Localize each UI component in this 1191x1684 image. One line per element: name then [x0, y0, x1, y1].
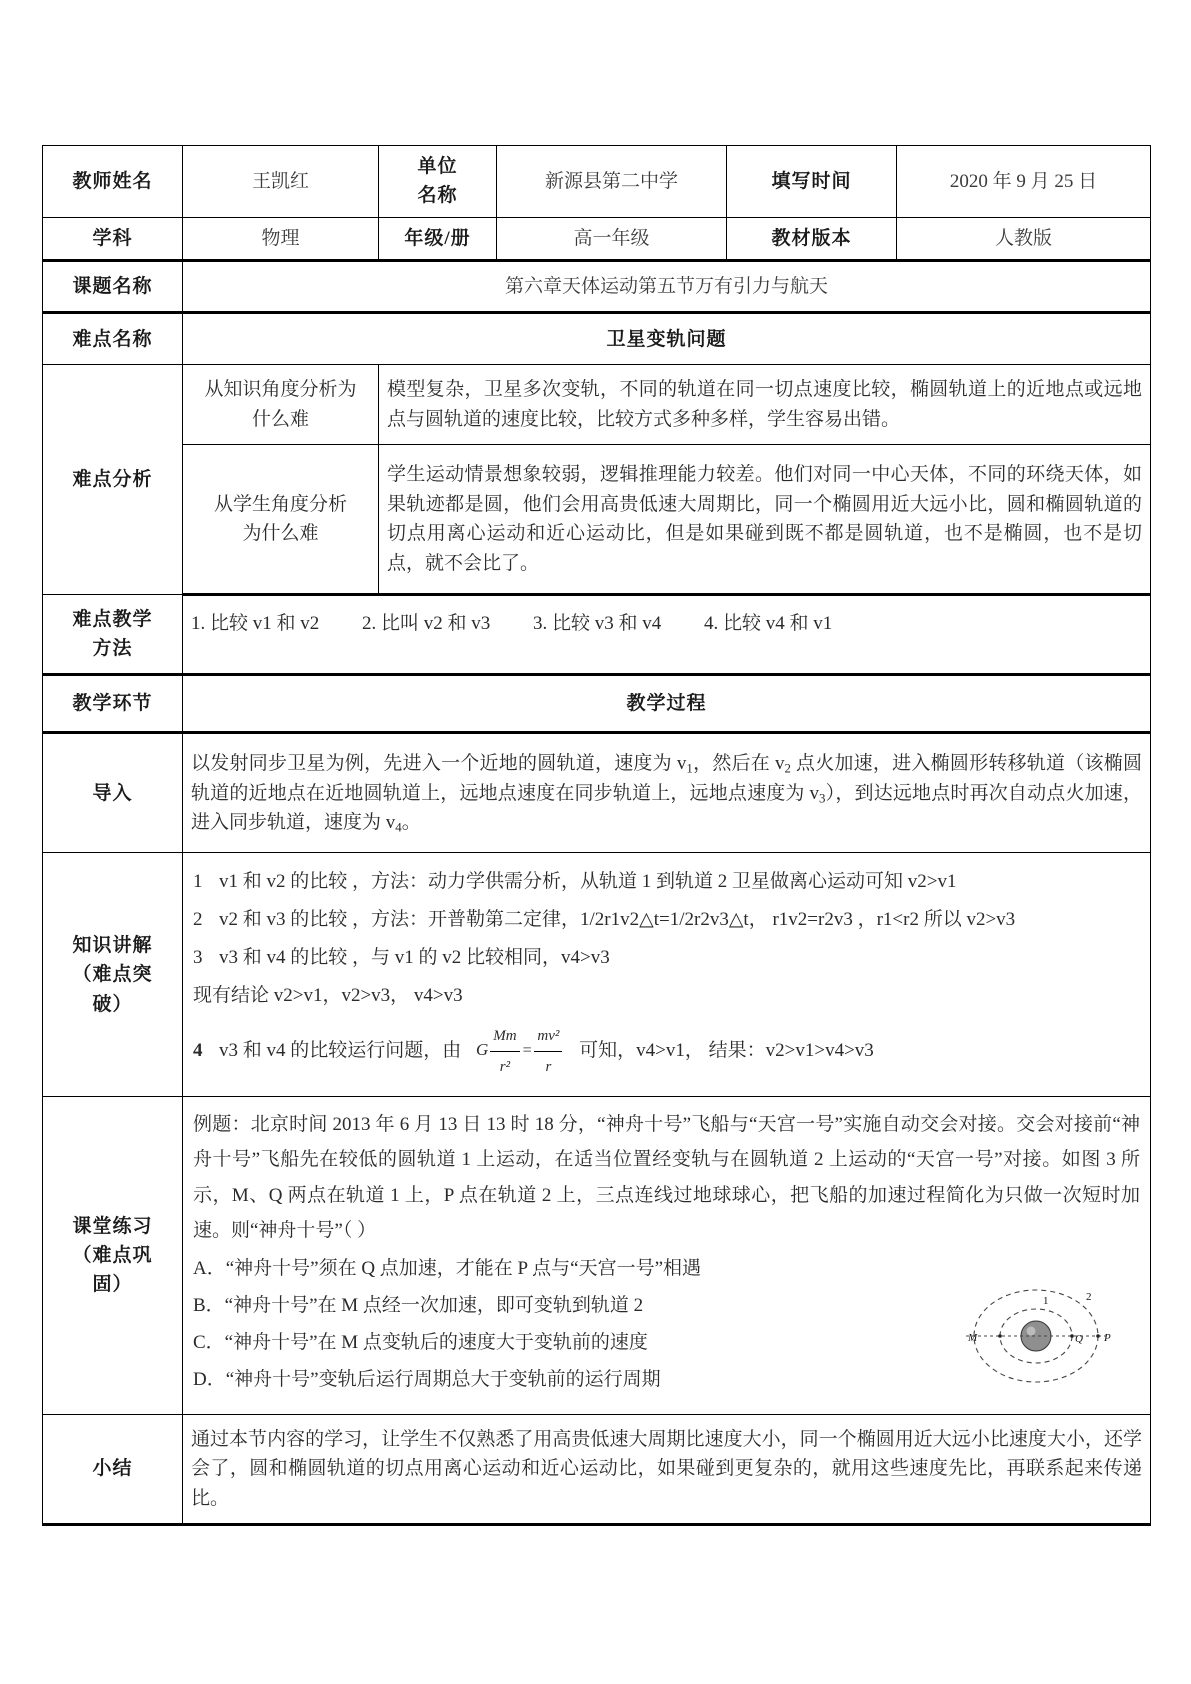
formula-denominator-right: r [545, 1059, 552, 1076]
value-grade: 高一年级 [497, 217, 727, 260]
intro-sub-3: 3 [819, 790, 826, 806]
intro-text-seg: ，然后在 v [692, 752, 785, 774]
label-knowledge-explanation [43, 853, 183, 1097]
content-knowledge-explanation [183, 853, 1151, 1097]
formula-fraction-left [490, 1021, 519, 1082]
content-classroom-practice [183, 1097, 1151, 1415]
list-item: 2. 比叫 v2 和 v3 [362, 613, 491, 635]
value-fill-date: 2020 年 9 月 25 日 [897, 146, 1151, 218]
label-unit-name-line1: 单位 [417, 156, 458, 177]
list-teaching-methods [183, 595, 1151, 675]
knowledge-index-2: 2 [193, 909, 203, 931]
label-practice-line1: 课堂练习 [72, 1215, 153, 1237]
text-summary: 通过本节内容的学习，让学生不仅熟悉了用高贵低速大周期比速度大小，同一个椭圆用近大远小比速度大小，还学会了，圆和椭圆轨道的切点用离心运动和近心运动比，如果碰到更复杂的，就用这些速度先比，再联系起来传递比。 [183, 1415, 1151, 1525]
table-row-summary [43, 1415, 1151, 1525]
table-row-process-header [43, 675, 1151, 733]
point-q-marker [1070, 1334, 1074, 1338]
formula-numerator-right: mv² [534, 1021, 562, 1052]
knowledge-text-1: v1 和 v2 的比较 ，方法：动力学供需分析，从轨道 1 到轨道 2 卫星做离心运动可知 v2>v1 [219, 871, 957, 893]
knowledge-index-1: 1 [193, 871, 203, 893]
label-practice-line3: 固） [92, 1274, 133, 1296]
value-topic-name: 第六章天体运动第五节万有引力与航天 [183, 261, 1151, 313]
table-row-analysis-student [43, 445, 1151, 595]
label-classroom-practice [43, 1097, 183, 1415]
value-teaching-process: 教学过程 [183, 675, 1151, 733]
label-knowledge-line3: 破） [92, 993, 133, 1015]
knowledge-line-1 [193, 863, 1140, 901]
lesson-plan-table [42, 145, 1151, 1526]
intro-text-seg: 。 [401, 812, 421, 834]
table-row-topic [43, 261, 1151, 313]
earth-highlight [1027, 1327, 1036, 1336]
value-subject: 物理 [183, 217, 379, 260]
value-difficulty-name: 卫星变轨问题 [183, 313, 1151, 365]
practice-choice-d: D．“神舟十号”变轨后运行周期总大于变轨前的运行周期 [193, 1369, 661, 1391]
value-unit-name: 新源县第二中学 [497, 146, 727, 218]
practice-body [193, 1107, 1140, 1398]
knowledge-line-3 [193, 939, 1140, 977]
label-orbit-2: 2 [1086, 1291, 1092, 1304]
label-teaching-method-line1: 难点教学 [72, 608, 153, 630]
knowledge-index-5: 4 [193, 1040, 203, 1062]
knowledge-text-5-post: 可知，v4>v1， 结果：v2>v1>v4>v3 [579, 1040, 874, 1062]
orbit-diagram [936, 1276, 1136, 1396]
text-analysis-knowledge: 模型复杂，卫星多次变轨，不同的轨道在同一切点速度比较，椭圆轨道上的近地点或远地点与圆轨道的速度比较，比较方式多种多样，学生容易出错。 [379, 365, 1151, 445]
label-point-p: P [1104, 1332, 1111, 1345]
practice-choice-b: B．“神舟十号”在 M 点经一次加速，即可变轨到轨道 2 [193, 1294, 644, 1316]
formula-G: G [476, 1040, 489, 1060]
label-difficulty-name: 难点名称 [43, 313, 183, 365]
list-item: 3. 比较 v3 和 v4 [533, 613, 662, 635]
label-analysis-student-line1: 从学生角度分析 [213, 493, 347, 515]
knowledge-text-5-pre: v3 和 v4 的比较运行问题，由 [219, 1040, 462, 1062]
intro-text-seg: ），到达远地点时再次自动点火加速，进入同步轨道，速度为 v [191, 782, 1142, 834]
text-introduction [183, 733, 1151, 853]
knowledge-text-4: 现有结论 v2>v1，v2>v3， v4>v3 [193, 985, 463, 1007]
table-row-teacher [43, 146, 1151, 218]
label-fill-date: 填写时间 [727, 146, 897, 218]
intro-sub-1: 1 [686, 760, 693, 776]
label-topic-name: 课题名称 [43, 261, 183, 313]
label-point-m: M [968, 1332, 978, 1345]
label-orbit-1: 1 [1043, 1295, 1049, 1308]
practice-choice-c: C．“神舟十号”在 M 点变轨后的速度大于变轨前的速度 [193, 1331, 648, 1353]
intro-text-seg: 点火加速，进入椭圆形转移轨道（该椭圆轨道的近地点在近地圆轨道上，远地点速度在同步轨道上，远地点速度为 v [191, 752, 1142, 804]
list-item: 4. 比较 v4 和 v1 [704, 613, 833, 635]
label-summary: 小结 [43, 1415, 183, 1525]
list-item: 1. 比较 v1 和 v2 [191, 613, 320, 635]
formula-equals: = [521, 1042, 533, 1060]
formula-numerator-left: Mm [490, 1021, 519, 1052]
formula-fraction-right [534, 1021, 562, 1082]
table-row-method [43, 595, 1151, 675]
label-practice-line2: （难点巩 [72, 1244, 153, 1266]
label-analysis-student-line2: 为什么难 [242, 523, 319, 545]
orbit-diagram-svg [936, 1276, 1136, 1396]
value-textbook-version: 人教版 [897, 217, 1151, 260]
value-teacher-name: 王凯红 [183, 146, 379, 218]
label-teaching-phase: 教学环节 [43, 675, 183, 733]
intro-sub-4: 4 [395, 819, 402, 835]
label-teaching-method [43, 595, 183, 675]
label-subject: 学科 [43, 217, 183, 260]
label-grade: 年级/册 [379, 217, 497, 260]
table-row-knowledge [43, 853, 1151, 1097]
text-analysis-student: 学生运动情景想象较弱，逻辑推理能力较差。他们对同一中心天体，不同的环绕天体，如果轨迹都是圆，他们会用高贵低速大周期比，同一个椭圆用近大远小比，圆和椭圆轨道的切点用离心运动和近心运动比，但是如果碰到既不都是圆轨道，也不是椭圆，也不是切点，就不会比了。 [379, 445, 1151, 595]
practice-choice-a: A．“神舟十号”须在 Q 点加速，才能在 P 点与“天宫一号”相遇 [193, 1257, 702, 1279]
table-row-subject [43, 217, 1151, 260]
gravity-formula [476, 1021, 564, 1082]
table-row-introduction [43, 733, 1151, 853]
label-difficulty-analysis: 难点分析 [43, 365, 183, 595]
label-point-q: Q [1075, 1333, 1083, 1346]
label-unit-name [379, 146, 497, 218]
table-row-practice [43, 1097, 1151, 1415]
label-analysis-knowledge-line1: 从知识角度分析为 [204, 379, 357, 401]
label-introduction: 导入 [43, 733, 183, 853]
lesson-plan-sheet [42, 145, 1150, 1526]
knowledge-text-2: v2 和 v3 的比较 ，方法：开普勒第二定律，1/2r1v2△t=1/2r2v3△t， r1v2=r2v3 ，r1<r2 所以 v2>v3 [219, 909, 1016, 931]
knowledge-line-4 [193, 977, 1140, 1015]
label-teacher-name: 教师姓名 [43, 146, 183, 218]
point-m-marker [998, 1334, 1002, 1338]
knowledge-line-5 [193, 1021, 1140, 1082]
label-unit-name-line2: 名称 [417, 185, 458, 207]
knowledge-line-2 [193, 901, 1140, 939]
point-p-marker [1096, 1334, 1100, 1338]
label-teaching-method-line2: 方法 [92, 638, 133, 660]
label-analysis-knowledge-line2: 什么难 [251, 408, 309, 430]
table-row-analysis-knowledge [43, 365, 1151, 445]
intro-text-seg: 以发射同步卫星为例，先进入一个近地的圆轨道，速度为 v [191, 752, 687, 774]
intro-sub-2: 2 [784, 760, 791, 776]
knowledge-index-3: 3 [193, 947, 203, 969]
label-knowledge-line2: （难点突 [72, 964, 153, 986]
formula-denominator-left: r² [499, 1059, 511, 1076]
label-textbook-version: 教材版本 [727, 217, 897, 260]
label-analysis-knowledge [183, 365, 379, 445]
knowledge-text-3: v3 和 v4 的比较 ，与 v1 的 v2 比较相同，v4>v3 [219, 947, 610, 969]
label-analysis-student [183, 445, 379, 595]
table-row-difficulty-name [43, 313, 1151, 365]
practice-stem: 例题：北京时间 2013 年 6 月 13 日 13 时 18 分，“神舟十号”飞船与“天宫一号”实施自动交会对接。交会对接前“神舟十号”飞船先在较低的圆轨道 1 上运动，在适当位置经变轨与在圆轨道 2 上运动的“天宫一号”对接。如图 3 所示，M、Q 两点在轨道 1 上，P 点在轨道 2 上，三点连线过地球球心，把飞船的加速过程简化为只做一次短时加速。则“神舟十号”（ ） [193, 1114, 1140, 1241]
label-knowledge-line1: 知识讲解 [72, 934, 153, 956]
